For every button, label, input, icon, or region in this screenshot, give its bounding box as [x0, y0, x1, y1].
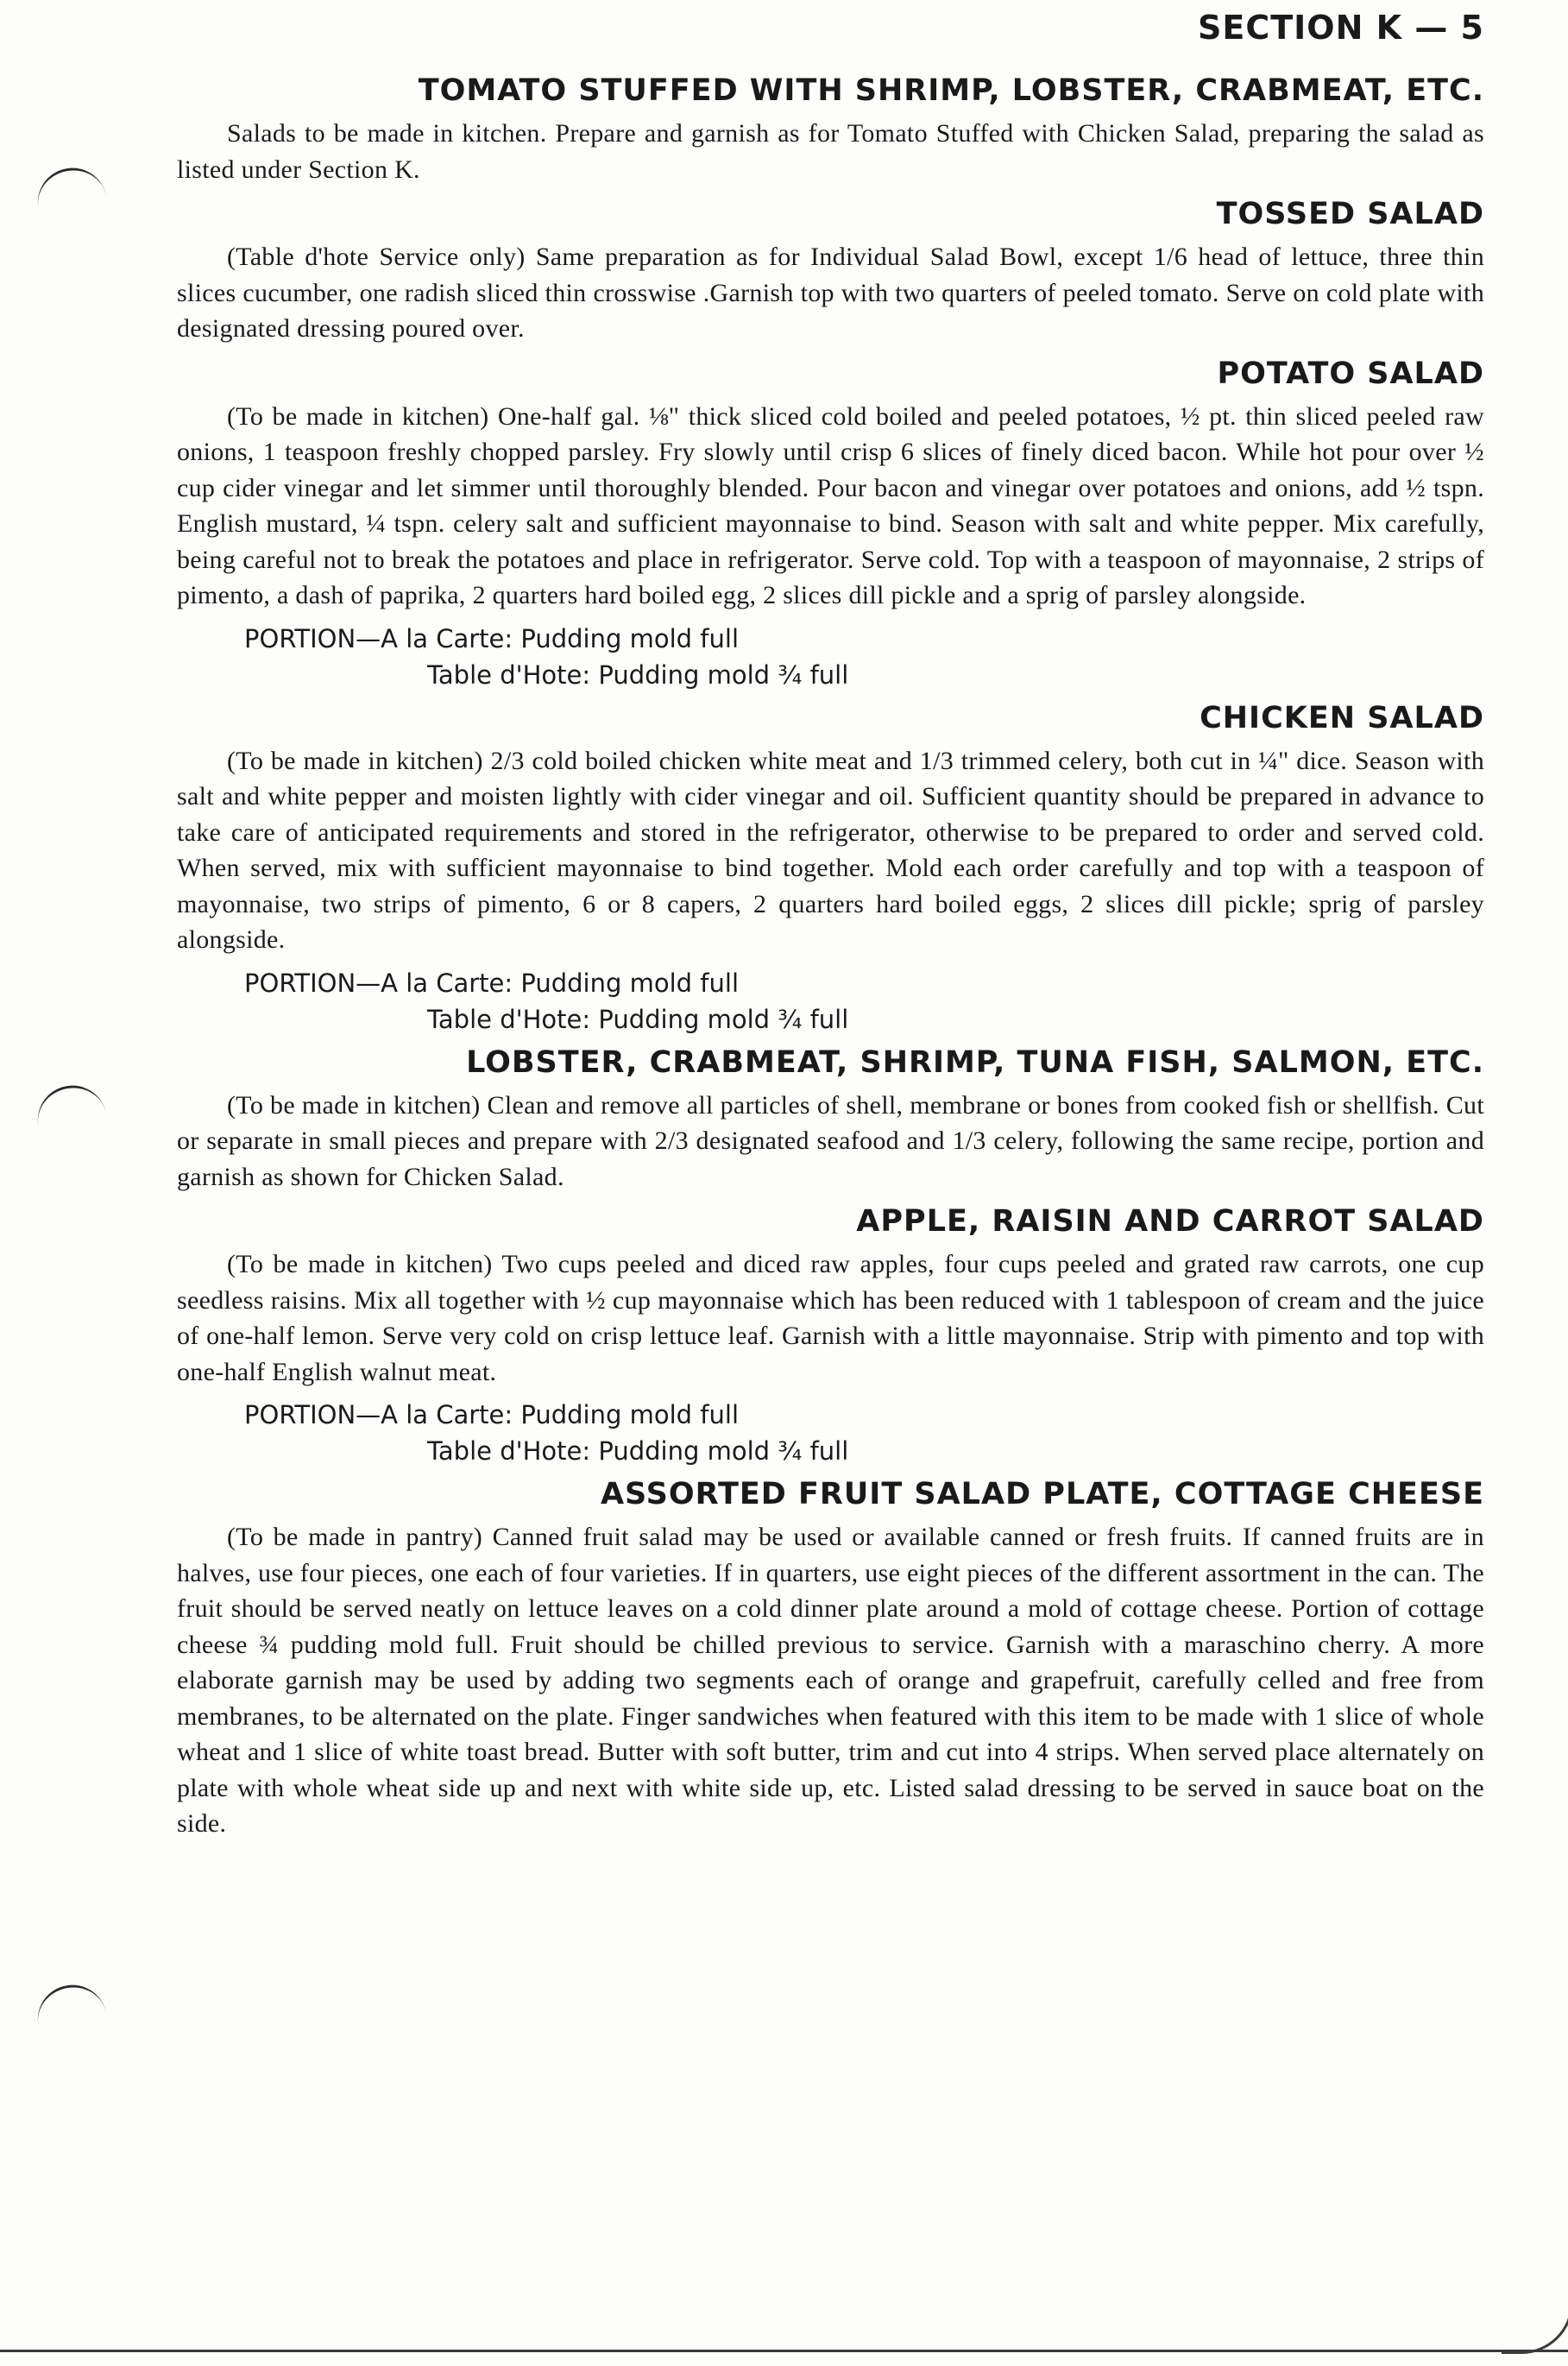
recipe-potato-salad	[177, 354, 1484, 693]
binder-hole	[31, 161, 106, 212]
binder-hole	[31, 1978, 106, 2029]
portion-a-la-carte: PORTION—A la Carte: Pudding mold full	[244, 623, 740, 653]
recipe-title: ASSORTED FRUIT SALAD PLATE, COTTAGE CHEESE	[600, 1477, 1484, 1511]
recipe-fruit-salad-plate	[177, 1474, 1484, 1842]
recipe-title: APPLE, RAISIN AND CARROT SALAD	[856, 1204, 1484, 1239]
recipe-title: POTATO SALAD	[1217, 356, 1484, 391]
page-content	[177, 9, 1484, 1849]
portion-table-dhote: Table d'Hote: Pudding mold ¾ full	[427, 659, 849, 690]
portion-table-dhote: Table d'Hote: Pudding mold ¾ full	[427, 1004, 849, 1034]
page-corner-edge	[1502, 2244, 1568, 2354]
recipe-body: (To be made in kitchen) One-half gal. ⅛" thick sliced cold boiled and peeled potatoes, ½ pt. thin sliced peeled raw onions, 1 teaspoon freshly chopped parsley. Fry slowly until crisp 6 slices of finely diced bacon. While hot pour over ½ cup cider vinegar and let simmer until thoroughly blended. Pour bacon and vinegar over potatoes and onions, add ½ tspn. English mustard, ¼ tspn. celery salt and sufficient mayonnaise to bind. Season with salt and white pepper. Mix carefully, being careful not to break the potatoes and place in refrigerator. Serve cold. Top with a teaspoon of mayonnaise, 2 strips of pimento, a dash of paprika, 2 quarters hard boiled egg, 2 slices dill pickle and a sprig of parsley alongside.	[177, 401, 1484, 609]
recipe-chicken-salad	[177, 698, 1484, 1038]
binder-hole	[31, 1079, 106, 1130]
recipe-title: CHICKEN SALAD	[1200, 700, 1484, 735]
portion-a-la-carte: PORTION—A la Carte: Pudding mold full	[244, 968, 740, 998]
recipe-title: LOBSTER, CRABMEAT, SHRIMP, TUNA FISH, SALMON, ETC.	[466, 1044, 1484, 1080]
portion-info	[177, 621, 1484, 693]
section-header: SECTION K — 5	[1198, 9, 1484, 47]
portion-info	[177, 1397, 1484, 1469]
portion-info	[177, 965, 1484, 1038]
recipe-body: (To be made in pantry) Canned fruit salad may be used or available canned or fresh fruits. If canned fruits are in halves, use four pieces, one each of four varieties. If in quarters, use eight pieces of the different assortment in the can. The fruit should be served neatly on lettuce leaves on a cold dinner plate around a mold of cottage cheese. Portion of cottage cheese ¾ pudding mold full. Fruit should be chilled previous to service. Garnish with a maraschino cherry. A more elaborate garnish may be used by adding two segments each of orange and grapefruit, carefully celled and free from membranes, to be alternated on the plate. Finger sandwiches when featured with this item to be made with 1 slice of whole wheat and 1 slice of white toast bread. Butter with soft butter, trim and cut into 4 strips. When served place alternately on plate with whole wheat side up and next with white side up, etc. Listed salad dressing to be served in sauce boat on the side.	[177, 1523, 1484, 1838]
recipe-seafood-salad	[177, 1043, 1484, 1196]
recipe-tomato-stuffed	[177, 71, 1484, 187]
portion-a-la-carte: PORTION—A la Carte: Pudding mold full	[244, 1400, 740, 1429]
portion-table-dhote: Table d'Hote: Pudding mold ¾ full	[427, 1436, 849, 1466]
recipe-tossed-salad	[177, 194, 1484, 347]
recipe-body: (To be made in kitchen) Two cups peeled and diced raw apples, four cups peeled and grated raw carrots, one cup seedless raisins. Mix all together with ½ cup mayonnaise which has been reduced with 1 tablespoon of cream and the juice of one-half lemon. Serve very cold on crisp lettuce leaf. Garnish with a little mayonnaise. Strip with pimento and top with one-half English walnut meat.	[177, 1250, 1484, 1386]
recipe-apple-raisin-carrot	[177, 1202, 1484, 1469]
recipe-body: (To be made in kitchen) 2/3 cold boiled chicken white meat and 1/3 trimmed celery, both cut in ¼" dice. Season with salt and white pepper and moisten lightly with cider vinegar and oil. Sufficient quantity should be prepared in advance to take care of anticipated requirements and stored in the refrigerator, otherwise to be prepared to order and served cold. When served, mix with sufficient mayonnaise to bind together. Mold each order carefully and top with a teaspoon of mayonnaise, two strips of pimento, 6 or 8 capers, 2 quarters hard boiled eggs, 2 slices dill pickle; sprig of parsley alongside.	[177, 746, 1484, 954]
recipe-body: (To be made in kitchen) Clean and remove all particles of shell, membrane or bones from cooked fish or shellfish. Cut or separate in small pieces and prepare with 2/3 designated seafood and 1/3 celery, following the same recipe, portion and garnish as shown for Chicken Salad.	[177, 1090, 1484, 1191]
recipe-title: TOMATO STUFFED WITH SHRIMP, LOBSTER, CRABMEAT, ETC.	[418, 73, 1484, 108]
recipe-title: TOSSED SALAD	[1216, 197, 1484, 231]
recipe-body: (Table d'hote Service only) Same preparation as for Individual Salad Bowl, except 1/6 head of lettuce, three thin slices cucumber, one radish sliced thin crosswise .Garnish top with two quarters of peeled tomato. Serve on cold plate with designated dressing poured over.	[177, 243, 1484, 343]
recipe-body: Salads to be made in kitchen. Prepare and garnish as for Tomato Stuffed with Chicken Salad, preparing the salad as listed under Section K.	[177, 119, 1484, 184]
page-bottom-edge	[0, 2350, 1568, 2352]
